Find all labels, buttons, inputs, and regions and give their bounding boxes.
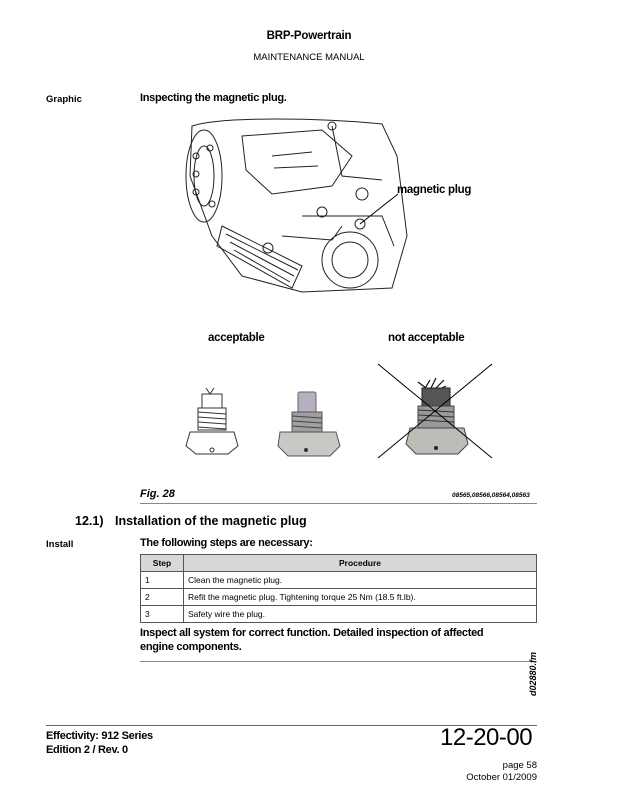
callout-magnetic-plug: magnetic plug	[397, 184, 472, 196]
section-number: 12.1)	[75, 514, 104, 528]
step-procedure: Clean the magnetic plug.	[184, 572, 537, 589]
note-rule	[140, 661, 537, 662]
plug-not-acceptable-photo	[374, 360, 496, 462]
install-intro: The following steps are necessary:	[140, 537, 313, 549]
issue-date: October 01/2009	[466, 772, 537, 783]
figure-refs: 08565,08566,08564,08563	[452, 492, 530, 499]
table-row	[141, 589, 537, 606]
step-procedure: Refit the magnetic plug. Tightening torque 25 Nm (18.5 ft.lb).	[184, 589, 537, 606]
header-step: Step	[141, 555, 184, 572]
chapter-number: 12-20-00	[440, 724, 533, 751]
table-row	[141, 606, 537, 623]
table-header-row	[141, 555, 537, 572]
section-title-text: Installation of the magnetic plug	[114, 514, 307, 528]
step-procedure: Safety wire the plug.	[184, 606, 537, 623]
step-number: 3	[141, 606, 184, 623]
brand-title: BRP-Powertrain	[266, 30, 352, 42]
figure-rule	[140, 503, 537, 504]
header-procedure: Procedure	[184, 555, 537, 572]
engine-drawing	[182, 116, 412, 296]
table-row	[141, 572, 537, 589]
edition: Edition 2 / Rev. 0	[46, 744, 128, 756]
effectivity: Effectivity: 912 Series	[46, 730, 153, 742]
install-side-label: Install	[46, 539, 74, 550]
graphic-side-label: Graphic	[46, 94, 82, 105]
file-reference: d02880.fm	[528, 651, 538, 696]
step-number: 1	[141, 572, 184, 589]
page-number: page 58	[502, 760, 537, 771]
steps-table	[140, 554, 537, 623]
figure-caption: Fig. 28	[140, 488, 175, 500]
graphic-title: Inspecting the magnetic plug.	[140, 92, 287, 104]
plug-acceptable-photo	[276, 390, 342, 460]
plug-acceptable-drawing	[184, 384, 240, 460]
label-acceptable: acceptable	[208, 332, 265, 344]
manual-subtitle: MAINTENANCE MANUAL	[253, 52, 365, 63]
section-title	[75, 514, 307, 528]
note-line-1: Inspect all system for correct function. Detailed inspection of affected	[140, 627, 484, 639]
step-number: 2	[141, 589, 184, 606]
note-line-2: engine components.	[140, 641, 242, 653]
label-not-acceptable: not acceptable	[388, 332, 465, 344]
